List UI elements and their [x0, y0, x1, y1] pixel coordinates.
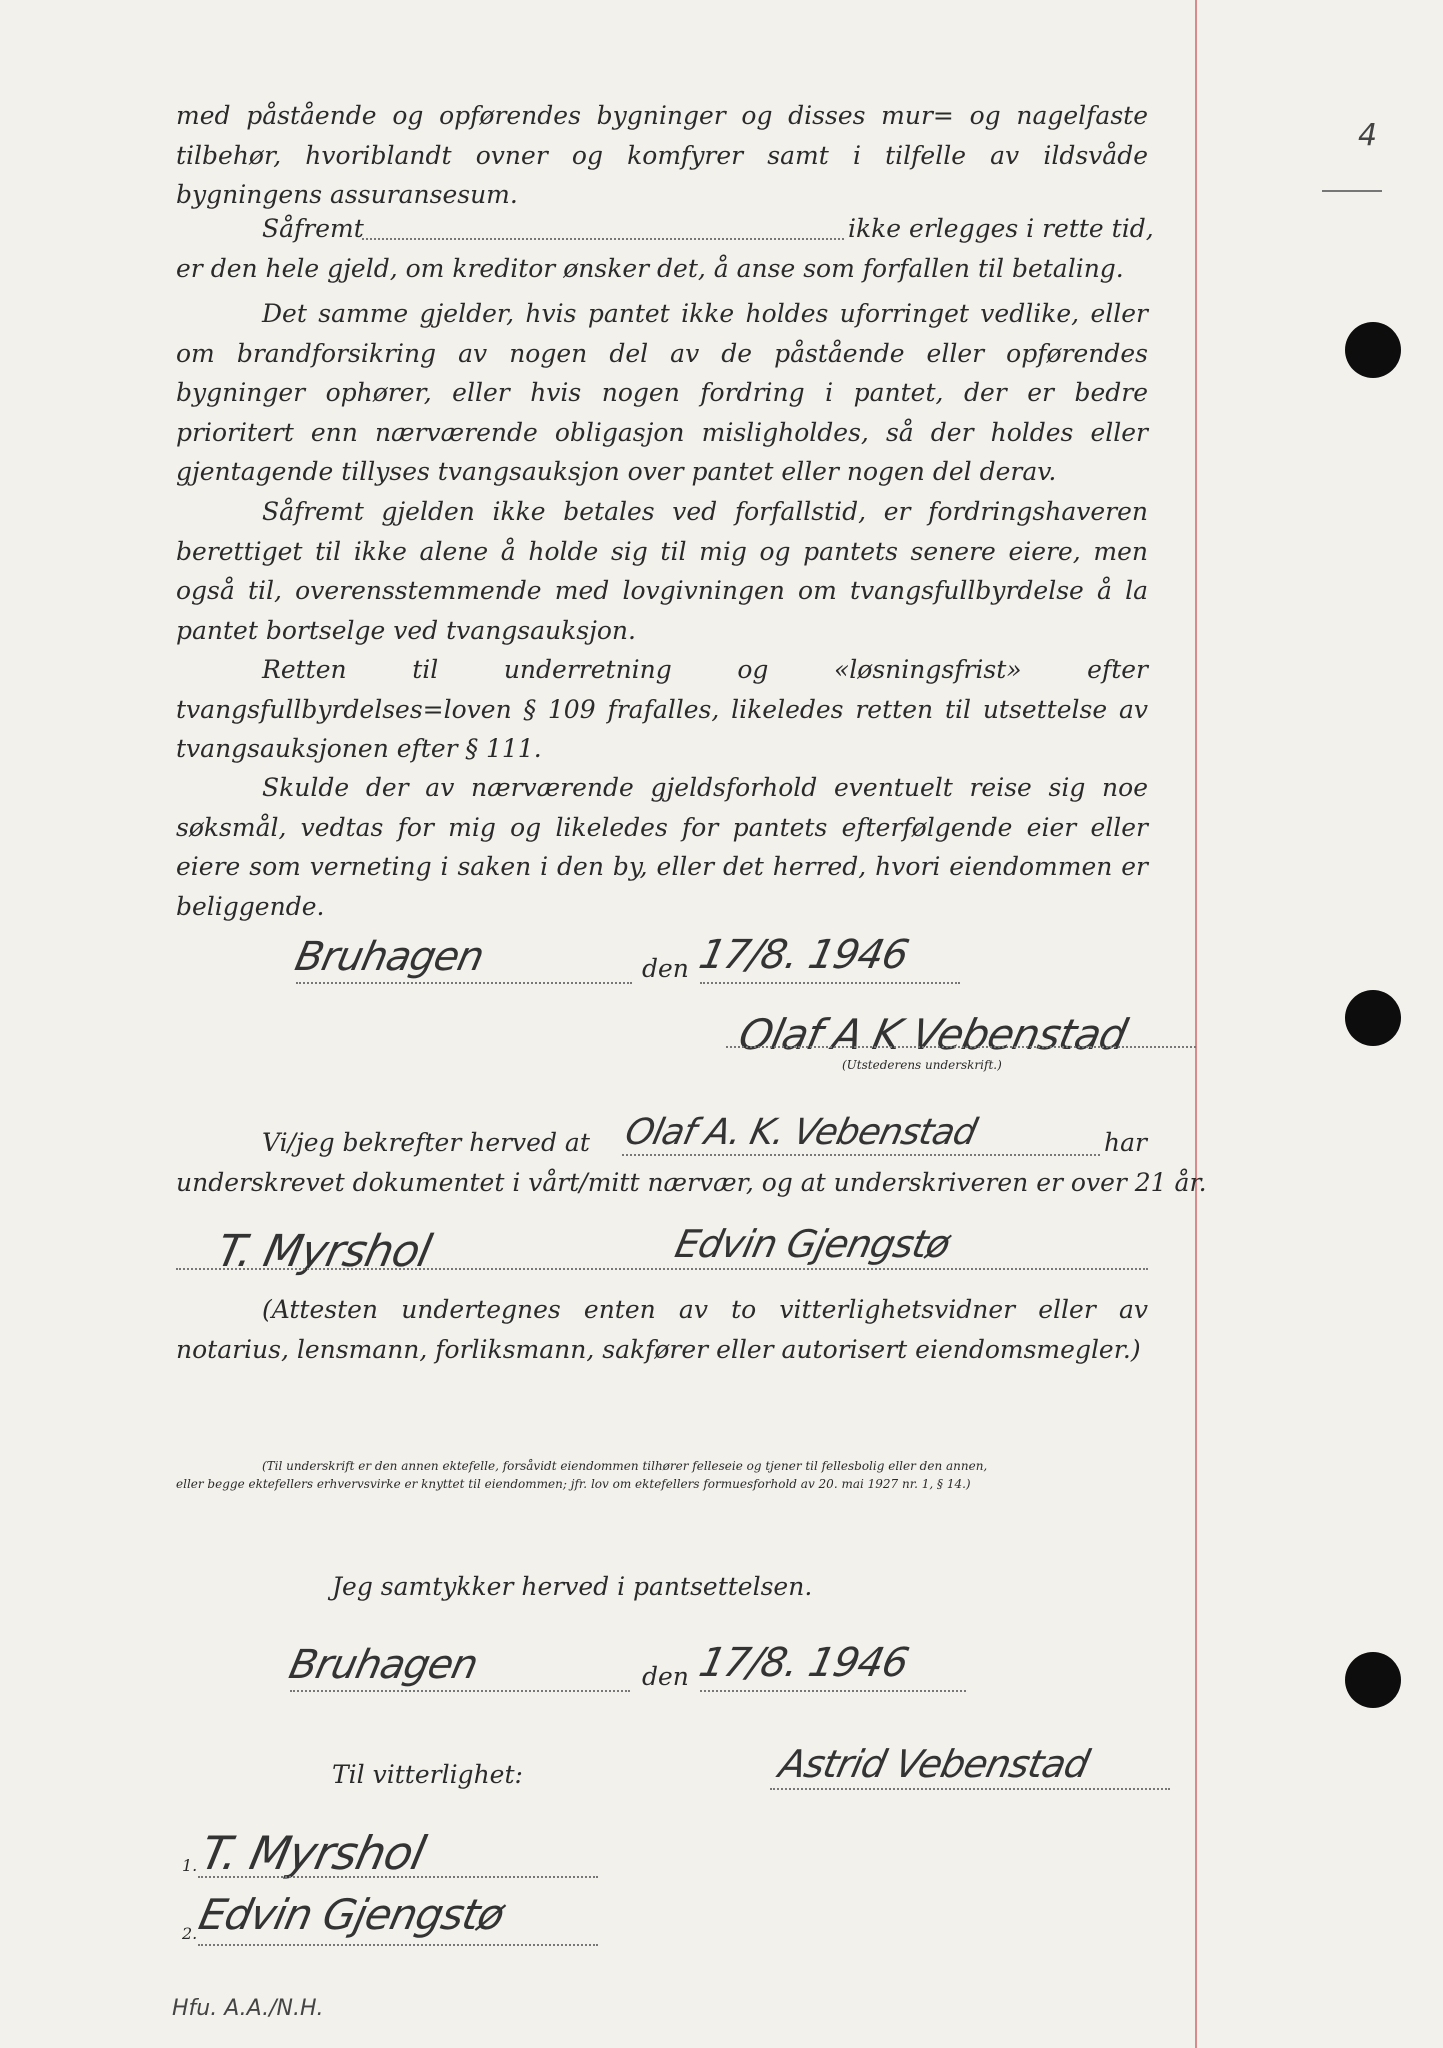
attestation-note: (Attesten undertegnes enten av to vitterlighetsvidner eller av notarius, lensmann, forliksmann, sakfører eller autorisert eiendomsmegler.) — [176, 1295, 1148, 1364]
signature-line — [700, 982, 960, 984]
punch-hole — [1345, 1652, 1401, 1708]
blank-line — [362, 238, 844, 240]
corner-mark-line — [1322, 190, 1382, 192]
signature-line — [622, 1154, 1100, 1156]
issuer-signature: Olaf A K Vebenstad — [734, 1010, 1131, 1059]
witness-number-2: 2. — [182, 1924, 198, 1943]
signature-line — [198, 1944, 598, 1946]
footnote-line-1: (Til underskrift er den annen ektefelle, forsåvidt eiendommen tilhører felleseie og tjener til fellesbolig eller den annen, — [262, 1459, 988, 1473]
consent-signature: Astrid Vebenstad — [775, 1742, 1093, 1786]
consent-witness-signature-2: Edvin Gjengstø — [194, 1890, 509, 1939]
paragraph-payment-rest: er den hele gjeld, om kreditor ønsker det, å anse som forfallen til betaling. — [176, 254, 1124, 283]
den-label: den — [642, 954, 689, 983]
witness-number-1: 1. — [182, 1856, 198, 1875]
issuer-caption: (Utstederens underskrift.) — [842, 1058, 1002, 1072]
signature-line — [770, 1788, 1170, 1790]
margin-line — [1195, 0, 1197, 2048]
paragraph-conditions: Det samme gjelder, hvis pantet ikke holdes uforringet vedlike, eller om brandforsikring av nogen del av de påstående eller opførendes bygninger ophører, eller hvis nogen fordring i pantet, der er bedre prioritert enn nærværende obligasjon misligholdes, så der holdes eller gjentagende tillyses tvangsauksjon over pantet eller nogen del derav. — [176, 299, 1148, 486]
punch-hole — [1345, 322, 1401, 378]
consent-witness-signature-1: T. Myrshol — [196, 1826, 430, 1880]
consent-place: Bruhagen — [285, 1642, 482, 1688]
confirm-har: har — [1104, 1128, 1147, 1157]
confirm-line: underskrevet dokumentet i vårt/mitt nærvær, og at underskriveren er over 21 år. — [176, 1168, 1207, 1197]
paragraph-payment-after: ikke erlegges i rette tid, — [848, 214, 1154, 243]
signing-place: Bruhagen — [291, 934, 488, 980]
signature-line — [726, 1046, 1196, 1048]
consent-date: 17/8. 1946 — [695, 1640, 912, 1686]
paragraph-enforcement: Såfremt gjelden ikke betales ved forfallstid, er fordringshaveren berettiget til ikke alene å holde sig til mig og pantets senere eiere, men også til, overensstemmende med lovgivningen om tvangsfullbyrdelse å la pantet bortselge ved tvangsauksjon. — [176, 497, 1148, 645]
signature-line — [296, 982, 632, 984]
consent-text: Jeg samtykker herved i pantsettelsen. — [332, 1572, 813, 1601]
signing-date: 17/8. 1946 — [695, 932, 912, 978]
signature-line — [176, 1268, 1148, 1270]
punch-hole — [1345, 990, 1401, 1046]
witness-label: Til vitterlighet: — [332, 1760, 523, 1789]
corner-mark-bottom: Hfu. A.A./N.H. — [172, 1996, 324, 2021]
signature-line — [700, 1690, 966, 1692]
consent-den-label: den — [642, 1662, 689, 1691]
witness-signature-1: T. Myrshol — [212, 1226, 436, 1277]
paragraph-assets: med påstående og opførendes bygninger og disses mur= og nagelfaste tilbehør, hvoriblandt ovner og komfyrer samt i tilfelle av ildsvåde bygningens assuransesum. — [176, 101, 1148, 209]
confirm-label: Vi/jeg bekrefter herved at — [262, 1128, 590, 1157]
signature-line — [290, 1690, 630, 1692]
signature-line — [198, 1876, 598, 1878]
confirm-name: Olaf A. K. Vebenstad — [621, 1112, 980, 1153]
witness-signature-2: Edvin Gjengstø — [671, 1222, 954, 1266]
corner-mark-top: 4 — [1358, 118, 1378, 153]
footnote-line-2: eller begge ektefellers erhvervsvirke er knyttet til eiendommen; jfr. lov om ektefellers formuesforhold av 20. mai 1927 nr. 1, § 14.) — [176, 1477, 971, 1491]
paragraph-notice: Retten til underretning og «løsningsfrist» efter tvangsfullbyrdelses=loven § 109 frafalles, likeledes retten til utsettelse av tvangsauksjonen efter § 111. — [176, 655, 1148, 763]
paragraph-venue: Skulde der av nærværende gjeldsforhold eventuelt reise sig noe søksmål, vedtas for mig og likeledes for pantets efterfølgende eier eller eiere som verneting i saken i den by, eller det herred, hvori eiendommen er beliggende. — [176, 773, 1148, 921]
paragraph-payment-start: Såfremt — [262, 214, 364, 243]
